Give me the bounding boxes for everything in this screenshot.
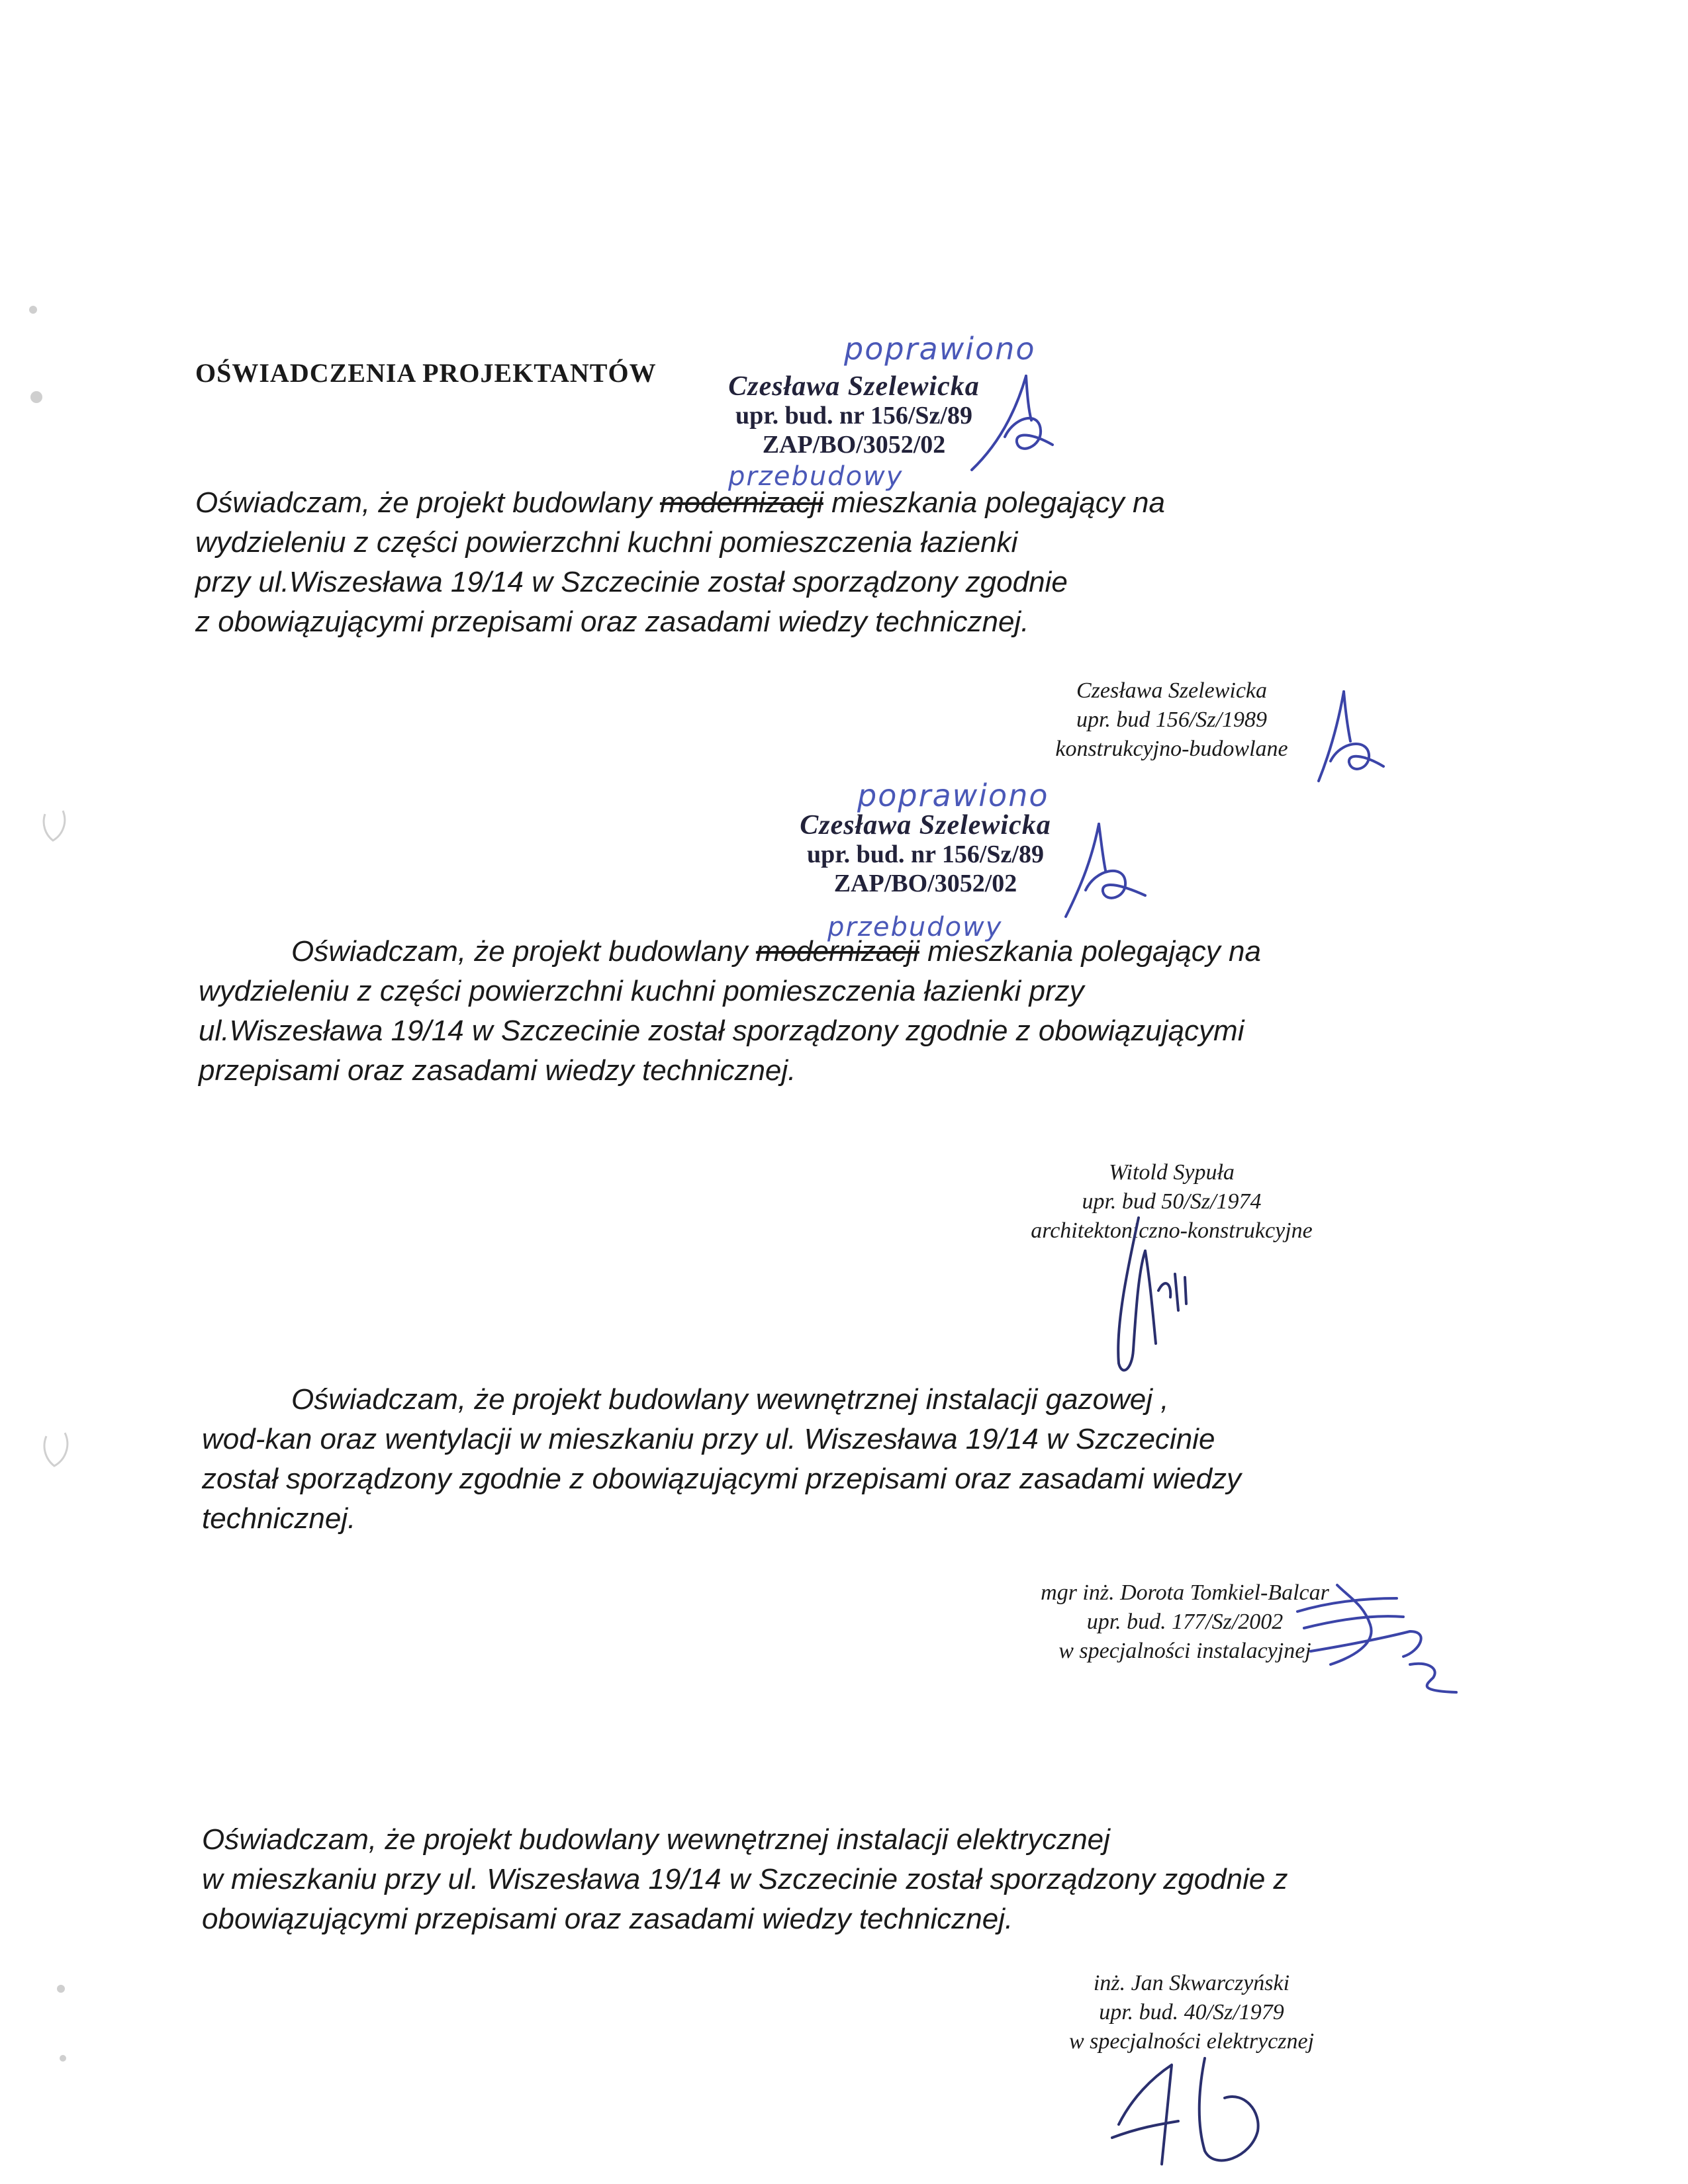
- paragraph-line: w mieszkaniu przy ul. Wiszesława 19/14 w Szczecinie został sporządzony zgodnie z: [202, 1863, 1288, 1895]
- stamp-name: Czesława Szelewicka: [728, 371, 980, 402]
- handwritten-annotation: poprawiono: [857, 778, 1049, 813]
- paragraph-line: technicznej.: [202, 1502, 356, 1535]
- handwritten-annotation: poprawiono: [844, 331, 1036, 367]
- signer-name: mgr inż. Dorota Tomkiel-Balcar: [1041, 1580, 1329, 1605]
- text-fragment: Oświadczam, że projekt budowlany: [195, 486, 660, 519]
- signer-specialty: architektoniczno-konstrukcyjne: [1031, 1218, 1313, 1243]
- paragraph-line: [195, 483, 1165, 523]
- text-fragment: mieszkania polegający na: [919, 935, 1261, 968]
- handwritten-signature: [1311, 688, 1410, 788]
- paragraph-line: ul.Wiszesława 19/14 w Szczecinie został sporządzony zgodnie z obowiązującymi: [199, 1015, 1244, 1047]
- stamp-permit-number: upr. bud. nr 156/Sz/89: [807, 841, 1044, 868]
- paragraph-line: Oświadczam, że projekt budowlany wewnętrznej instalacji elektrycznej: [202, 1823, 1110, 1856]
- paragraph-line: wod-kan oraz wentylacji w mieszkaniu przy ul. Wiszesława 19/14 w Szczecinie: [202, 1423, 1215, 1455]
- statement-paragraph-3: [202, 1380, 1241, 1539]
- stamp-registration-number: ZAP/BO/3052/02: [833, 870, 1017, 897]
- handwritten-signature: [953, 371, 1086, 477]
- handwritten-inserted-word: przebudowy: [827, 912, 1003, 942]
- handwritten-signature: [1271, 1578, 1470, 1711]
- signer-specialty: w specjalności instalacyjnej: [1058, 1639, 1311, 1663]
- handwritten-signature: [1046, 817, 1178, 923]
- statement-paragraph-4: [202, 1820, 1288, 1939]
- document-title: OŚWIADCZENIA PROJEKTANTÓW: [195, 358, 657, 388]
- paragraph-line: przepisami oraz zasadami wiedzy technicznej.: [199, 1054, 796, 1087]
- handwritten-signature: [1092, 1211, 1211, 1377]
- paragraph-line: z obowiązującymi przepisami oraz zasadami wiedzy technicznej.: [195, 606, 1029, 638]
- text-fragment: Oświadczam, że projekt budowlany: [291, 935, 756, 968]
- signature-block-1: [1019, 676, 1324, 764]
- stamp-name: Czesława Szelewicka: [800, 810, 1051, 841]
- paragraph-line: obowiązującymi przepisami oraz zasadami wiedzy technicznej.: [202, 1903, 1013, 1935]
- signer-permit: upr. bud. 40/Sz/1979: [1099, 2000, 1284, 2025]
- statement-paragraph-2: [199, 932, 1261, 1091]
- signer-name: inż. Jan Skwarczyński: [1093, 1971, 1290, 1995]
- stamp-registration-number: ZAP/BO/3052/02: [762, 431, 946, 459]
- paragraph-line: przy ul.Wiszesława 19/14 w Szczecinie został sporządzony zgodnie: [195, 566, 1068, 598]
- paragraph-line: wydzieleniu z części powierzchni kuchni pomieszczenia łazienki: [195, 526, 1018, 559]
- struck-word: modernizacji: [755, 935, 919, 968]
- paragraph-line: [199, 932, 1261, 972]
- signer-permit: upr. bud 50/Sz/1974: [1082, 1189, 1262, 1214]
- statement-paragraph-1: [195, 483, 1165, 642]
- paragraph-line: Oświadczam, że projekt budowlany wewnętrznej instalacji gazowej ,: [291, 1383, 1169, 1416]
- signer-specialty: konstrukcyjno-budowlane: [1055, 737, 1288, 761]
- paragraph-line: wydzieleniu z części powierzchni kuchni pomieszczenia łazienki przy: [199, 975, 1084, 1007]
- stamp-permit-number: upr. bud. nr 156/Sz/89: [735, 402, 972, 430]
- handwritten-inserted-word: przebudowy: [728, 461, 904, 492]
- signer-name: Witold Sypuła: [1109, 1160, 1235, 1185]
- signer-permit: upr. bud. 177/Sz/2002: [1086, 1610, 1284, 1634]
- scan-artifacts: [0, 0, 106, 2184]
- text-fragment: mieszkania polegający na: [823, 486, 1165, 519]
- paragraph-line: został sporządzony zgodnie z obowiązującymi przepisami oraz zasadami wiedzy: [202, 1463, 1242, 1495]
- designer-stamp: [760, 811, 1091, 898]
- signer-specialty: w specjalności elektrycznej: [1068, 2029, 1315, 2054]
- struck-word: modernizacji: [659, 486, 823, 519]
- signer-permit: upr. bud 156/Sz/1989: [1076, 707, 1268, 732]
- handwritten-signature: [1099, 2038, 1284, 2177]
- signer-name: Czesława Szelewicka: [1076, 678, 1268, 703]
